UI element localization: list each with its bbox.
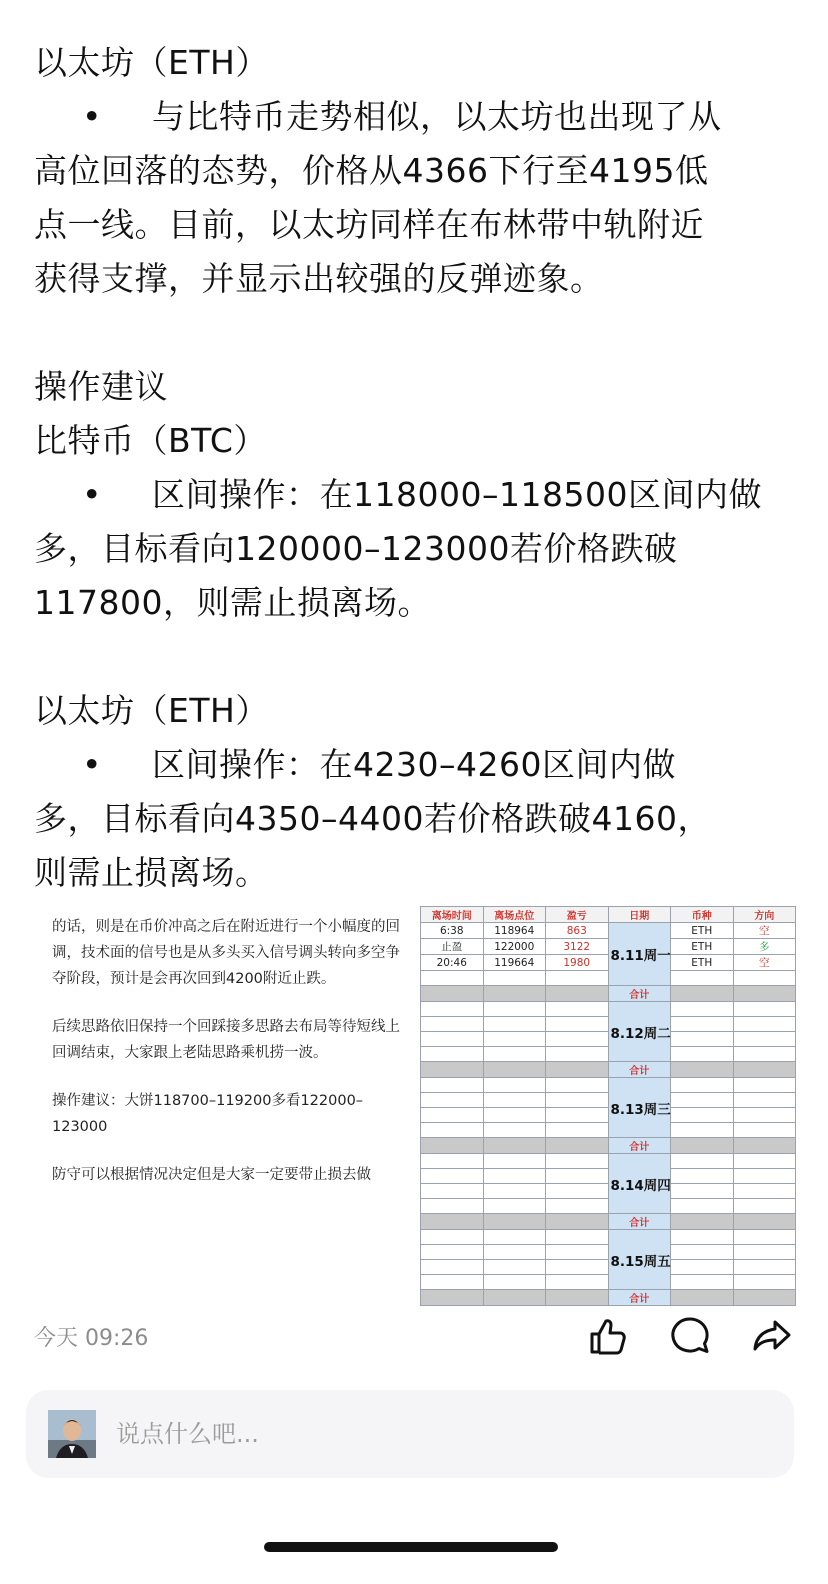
table-total-row [421, 1214, 796, 1230]
table-cell [421, 1260, 484, 1275]
table-cell [483, 1108, 546, 1123]
table-cell [546, 1078, 609, 1093]
post-text: 以太坊（ETH） [34, 43, 269, 82]
bullet-icon: • [82, 97, 102, 136]
table-total-label: 合计 [608, 1290, 671, 1306]
table-cell [421, 986, 484, 1002]
table-cell [671, 971, 734, 986]
user-avatar[interactable] [48, 1410, 96, 1458]
table-cell [483, 986, 546, 1002]
post-text-line [34, 846, 804, 900]
table-cell [421, 1199, 484, 1214]
table-cell [733, 1290, 796, 1306]
table-cell [421, 1169, 484, 1184]
table-cell [483, 1062, 546, 1078]
table-cell [546, 1184, 609, 1199]
table-cell [733, 1184, 796, 1199]
table-cell [483, 1184, 546, 1199]
table-date-cell: 8.13周三 [608, 1078, 671, 1138]
trade-record-table [420, 906, 796, 1306]
table-cell [733, 1275, 796, 1290]
thumbs-up-icon [586, 1314, 630, 1358]
share-arrow-icon [750, 1314, 794, 1358]
post-text: 多，目标看向120000–123000若价格跌破 [34, 529, 678, 568]
table-cell [733, 1154, 796, 1169]
table-cell: 止盈 [421, 939, 484, 955]
post-text: 获得支撑，并显示出较强的反弹迹象。 [34, 259, 604, 298]
table-cell [671, 1184, 734, 1199]
table-cell: 122000 [483, 939, 546, 955]
table-date-cell: 8.11周一 [608, 923, 671, 986]
table-cell [421, 1078, 484, 1093]
post-image-text-screenshot[interactable] [34, 906, 408, 1290]
table-cell: 空 [733, 955, 796, 971]
table-cell [671, 1138, 734, 1154]
table-header-row [421, 907, 796, 923]
table-cell [671, 1275, 734, 1290]
table-cell [483, 1123, 546, 1138]
table-cell [671, 986, 734, 1002]
table-total-label: 合计 [608, 1062, 671, 1078]
table-total-label: 合计 [608, 986, 671, 1002]
table-cell [546, 1047, 609, 1062]
table-cell [483, 1093, 546, 1108]
comment-bubble-icon [668, 1314, 712, 1358]
table-cell [671, 1078, 734, 1093]
table-header-cell: 方向 [733, 907, 796, 923]
table-cell [671, 1093, 734, 1108]
post-text: 多，目标看向4350–4400若价格跌破4160， [34, 799, 711, 838]
post-text-line [34, 198, 804, 252]
table-cell [733, 1260, 796, 1275]
table-row [421, 1078, 796, 1093]
post-text-line [34, 468, 804, 522]
post-text: 操作建议 [34, 367, 168, 406]
table-cell [483, 1275, 546, 1290]
table-cell [733, 1047, 796, 1062]
table-cell: ETH [671, 923, 734, 939]
post-text: 高位回落的态势，价格从4366下行至4195低 [34, 151, 709, 190]
table-cell [733, 986, 796, 1002]
table-cell [483, 1078, 546, 1093]
table-cell [421, 1138, 484, 1154]
post-text: 与比特币走势相似，以太坊也出现了从 [152, 97, 722, 136]
table-cell [546, 1032, 609, 1047]
table-cell [421, 1230, 484, 1245]
table-cell [671, 1290, 734, 1306]
table-date-cell: 8.15周五 [608, 1230, 671, 1290]
table-cell [421, 1062, 484, 1078]
table-cell [733, 1078, 796, 1093]
table-cell [483, 1230, 546, 1245]
post-text: 以太坊（ETH） [34, 691, 269, 730]
post-images [34, 906, 796, 1305]
table-cell [546, 1093, 609, 1108]
table-cell: 119664 [483, 955, 546, 971]
image-paragraph: 操作建议：大饼118700–119200多看122000–123000 [52, 1093, 364, 1135]
table-cell [546, 1108, 609, 1123]
table-header-cell: 币种 [671, 907, 734, 923]
table-cell [671, 1169, 734, 1184]
comment-placeholder: 说点什么吧... [116, 1420, 259, 1448]
table-row [421, 1002, 796, 1017]
table-cell [421, 971, 484, 986]
table-cell [671, 1032, 734, 1047]
post-text: 区间操作：在4230–4260区间内做 [152, 745, 676, 784]
post-text-line [34, 684, 804, 738]
table-cell [733, 1230, 796, 1245]
table-cell [546, 1138, 609, 1154]
post-text-line [34, 738, 804, 792]
table-date-cell: 8.14周四 [608, 1154, 671, 1214]
table-total-label: 合计 [608, 1214, 671, 1230]
table-cell [546, 1169, 609, 1184]
table-cell [483, 1138, 546, 1154]
table-cell [546, 1245, 609, 1260]
like-button[interactable] [586, 1314, 630, 1362]
paragraph-gap [34, 306, 804, 360]
table-cell [671, 1230, 734, 1245]
table-cell [733, 1002, 796, 1017]
avatar-portrait-icon [48, 1410, 96, 1458]
post-text-line [34, 576, 804, 630]
table-cell [546, 1017, 609, 1032]
table-cell [421, 1290, 484, 1306]
post-text: 则需止损离场。 [34, 853, 269, 892]
table-cell [733, 1214, 796, 1230]
paragraph-gap [34, 630, 804, 684]
table-cell [671, 1108, 734, 1123]
table-cell [733, 1169, 796, 1184]
table-row [421, 1154, 796, 1169]
table-cell: ETH [671, 939, 734, 955]
table-cell: 6:38 [421, 923, 484, 939]
post-text: 区间操作：在118000–118500区间内做 [152, 475, 762, 514]
comment-input-bar[interactable] [26, 1390, 794, 1478]
table-total-row [421, 1062, 796, 1078]
table-cell [483, 1260, 546, 1275]
home-indicator[interactable] [264, 1542, 558, 1552]
table-cell [421, 1108, 484, 1123]
image-paragraph: 后续思路依旧保持一个回踩接多思路去布局等待短线上回调结束，大家跟上老陆思路乘机捞一波。 [52, 1019, 400, 1061]
table-cell: 3122 [546, 939, 609, 955]
table-cell [483, 1002, 546, 1017]
post-timestamp: 今天 09:26 [34, 1326, 149, 1351]
table-cell [421, 1123, 484, 1138]
table-cell [671, 1199, 734, 1214]
table-cell [546, 1275, 609, 1290]
table-total-row [421, 1290, 796, 1306]
table-cell [671, 1123, 734, 1138]
table-cell [671, 1260, 734, 1275]
post-text: 比特币（BTC） [34, 421, 267, 460]
table-cell [421, 1184, 484, 1199]
post-text-line [34, 522, 804, 576]
table-cell: 863 [546, 923, 609, 939]
table-cell [483, 1245, 546, 1260]
post-text-line [34, 36, 804, 90]
table-header-cell: 盈亏 [546, 907, 609, 923]
post-text: 点一线。目前，以太坊同样在布林带中轨附近 [34, 205, 704, 244]
table-cell [546, 1260, 609, 1275]
table-cell [483, 1154, 546, 1169]
table-header-cell: 离场点位 [483, 907, 546, 923]
table-cell [483, 971, 546, 986]
table-cell [671, 1002, 734, 1017]
post-meta-bar [34, 1322, 794, 1356]
table-cell [733, 1245, 796, 1260]
post-text-line [34, 144, 804, 198]
table-cell [671, 1017, 734, 1032]
table-cell [546, 1154, 609, 1169]
table-cell [483, 1290, 546, 1306]
table-cell [546, 1002, 609, 1017]
table-cell [421, 1047, 484, 1062]
table-total-row [421, 1138, 796, 1154]
table-header-cell: 离场时间 [421, 907, 484, 923]
table-cell [546, 1230, 609, 1245]
table-cell [483, 1199, 546, 1214]
table-cell [421, 1245, 484, 1260]
table-cell [546, 986, 609, 1002]
table-cell [671, 1245, 734, 1260]
table-cell [421, 1017, 484, 1032]
bullet-icon: • [82, 745, 102, 784]
post-text: 117800，则需止损离场。 [34, 583, 431, 622]
table-row [421, 1230, 796, 1245]
table-cell [733, 1123, 796, 1138]
table-cell: 118964 [483, 923, 546, 939]
table-cell [421, 1275, 484, 1290]
post-content [34, 36, 804, 900]
image-paragraph: 防守可以根据情况决定但是大家一定要带止损去做 [52, 1167, 371, 1183]
table-cell [483, 1017, 546, 1032]
table-cell: 1980 [546, 955, 609, 971]
post-image-trade-table[interactable] [420, 906, 796, 1305]
table-cell [546, 1214, 609, 1230]
post-text-line [34, 90, 804, 144]
table-cell [546, 1062, 609, 1078]
table-cell [483, 1032, 546, 1047]
table-cell [733, 1108, 796, 1123]
table-cell: 多 [733, 939, 796, 955]
table-cell [421, 1032, 484, 1047]
table-total-row [421, 986, 796, 1002]
share-button[interactable] [750, 1314, 794, 1362]
table-cell [483, 1047, 546, 1062]
table-cell: ETH [671, 955, 734, 971]
post-text-line [34, 360, 804, 414]
table-cell [733, 1032, 796, 1047]
table-cell [483, 1214, 546, 1230]
table-cell [671, 1154, 734, 1169]
table-cell [546, 1199, 609, 1214]
table-cell [421, 1154, 484, 1169]
table-cell [671, 1047, 734, 1062]
table-cell [421, 1093, 484, 1108]
table-cell [733, 1138, 796, 1154]
table-total-label: 合计 [608, 1138, 671, 1154]
table-header-cell: 日期 [608, 907, 671, 923]
table-cell [546, 971, 609, 986]
table-row [421, 923, 796, 939]
table-cell [733, 1062, 796, 1078]
table-cell [421, 1002, 484, 1017]
table-cell: 20:46 [421, 955, 484, 971]
post-text-line [34, 792, 804, 846]
table-cell [546, 1123, 609, 1138]
table-cell [671, 1062, 734, 1078]
table-cell [546, 1290, 609, 1306]
post-text-line [34, 252, 804, 306]
post-text-line [34, 414, 804, 468]
table-date-cell: 8.12周二 [608, 1002, 671, 1062]
comment-button[interactable] [668, 1314, 712, 1362]
table-cell: 空 [733, 923, 796, 939]
table-cell [483, 1169, 546, 1184]
table-cell [733, 971, 796, 986]
table-cell [421, 1214, 484, 1230]
table-cell [733, 1199, 796, 1214]
table-cell [733, 1017, 796, 1032]
image-paragraph: 的话，则是在币价冲高之后在附近进行一个小幅度的回调，技术面的信号也是从多头买入信号调头转向多空争夺阶段，预计是会再次回到4200附近止跌。 [52, 919, 400, 987]
table-cell [733, 1093, 796, 1108]
bullet-icon: • [82, 475, 102, 514]
table-cell [671, 1214, 734, 1230]
